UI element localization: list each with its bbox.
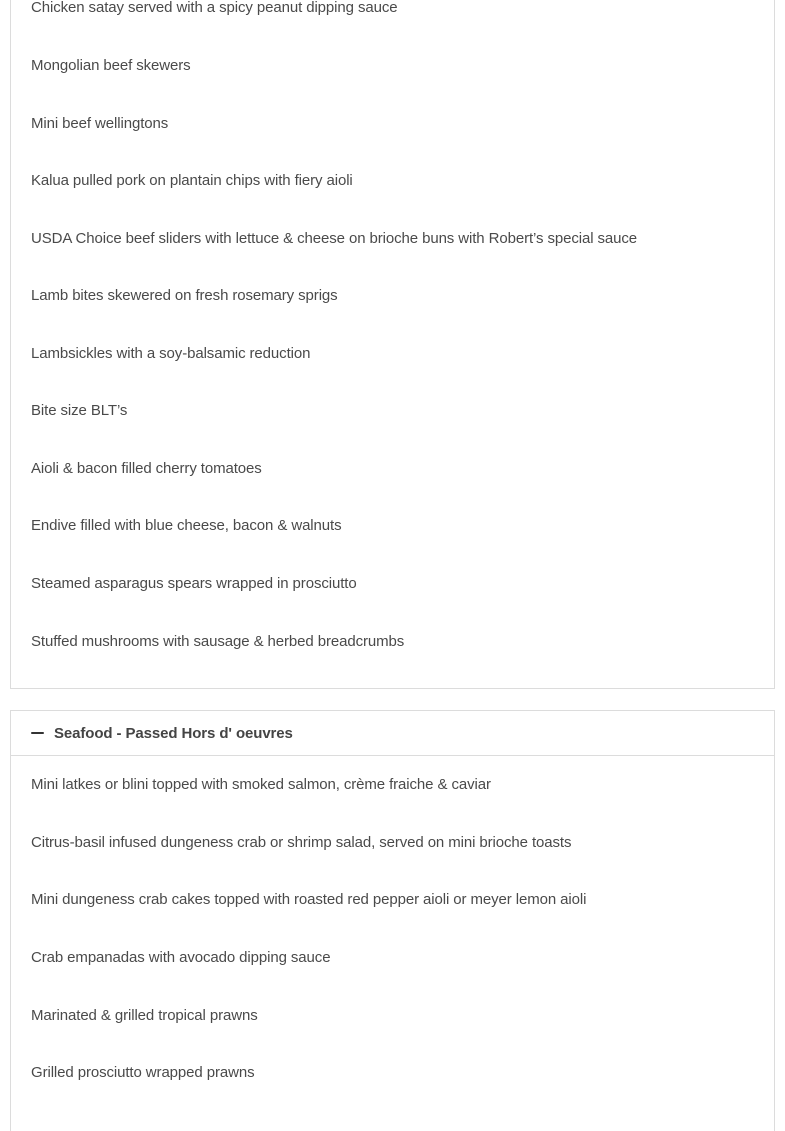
list-item: Mini dungeness crab cakes topped with roasted red pepper aioli or meyer lemon aioli [31,891,587,908]
list-item: Marinated & grilled tropical prawns [31,1007,258,1024]
minus-icon[interactable] [31,732,44,734]
list-item: Chicken satay served with a spicy peanut dipping sauce [31,0,398,16]
list-item: Mini latkes or blini topped with smoked salmon, crème fraiche & caviar [31,776,491,793]
list-item: Bite size BLT’s [31,402,128,419]
list-item: Citrus-basil infused dungeness crab or shrimp salad, served on mini brioche toasts [31,834,572,851]
list-item: Endive filled with blue cheese, bacon & walnuts [31,517,342,534]
list-item: Steamed asparagus spears wrapped in prosciutto [31,575,357,592]
list-item: Kalua pulled pork on plantain chips with fiery aioli [31,172,353,189]
seafood-section-title[interactable]: Seafood - Passed Hors d' oeuvres [54,724,293,742]
list-item: Mongolian beef skewers [31,57,191,74]
list-item: Grilled prosciutto wrapped prawns [31,1064,255,1081]
list-item: Lamb bites skewered on fresh rosemary sprigs [31,287,338,304]
list-item: Stuffed mushrooms with sausage & herbed breadcrumbs [31,633,405,650]
list-item: Crab empanadas with avocado dipping sauce [31,949,331,966]
meat-accordion-panel [10,0,775,689]
seafood-accordion-panel [10,710,775,1131]
seafood-accordion-header[interactable] [11,711,774,756]
list-item: Mini beef wellingtons [31,115,169,132]
list-item: Lambsickles with a soy-balsamic reduction [31,345,311,362]
list-item: USDA Choice beef sliders with lettuce & cheese on brioche buns with Robert’s special sauce [31,230,638,247]
list-item: Aioli & bacon filled cherry tomatoes [31,460,262,477]
